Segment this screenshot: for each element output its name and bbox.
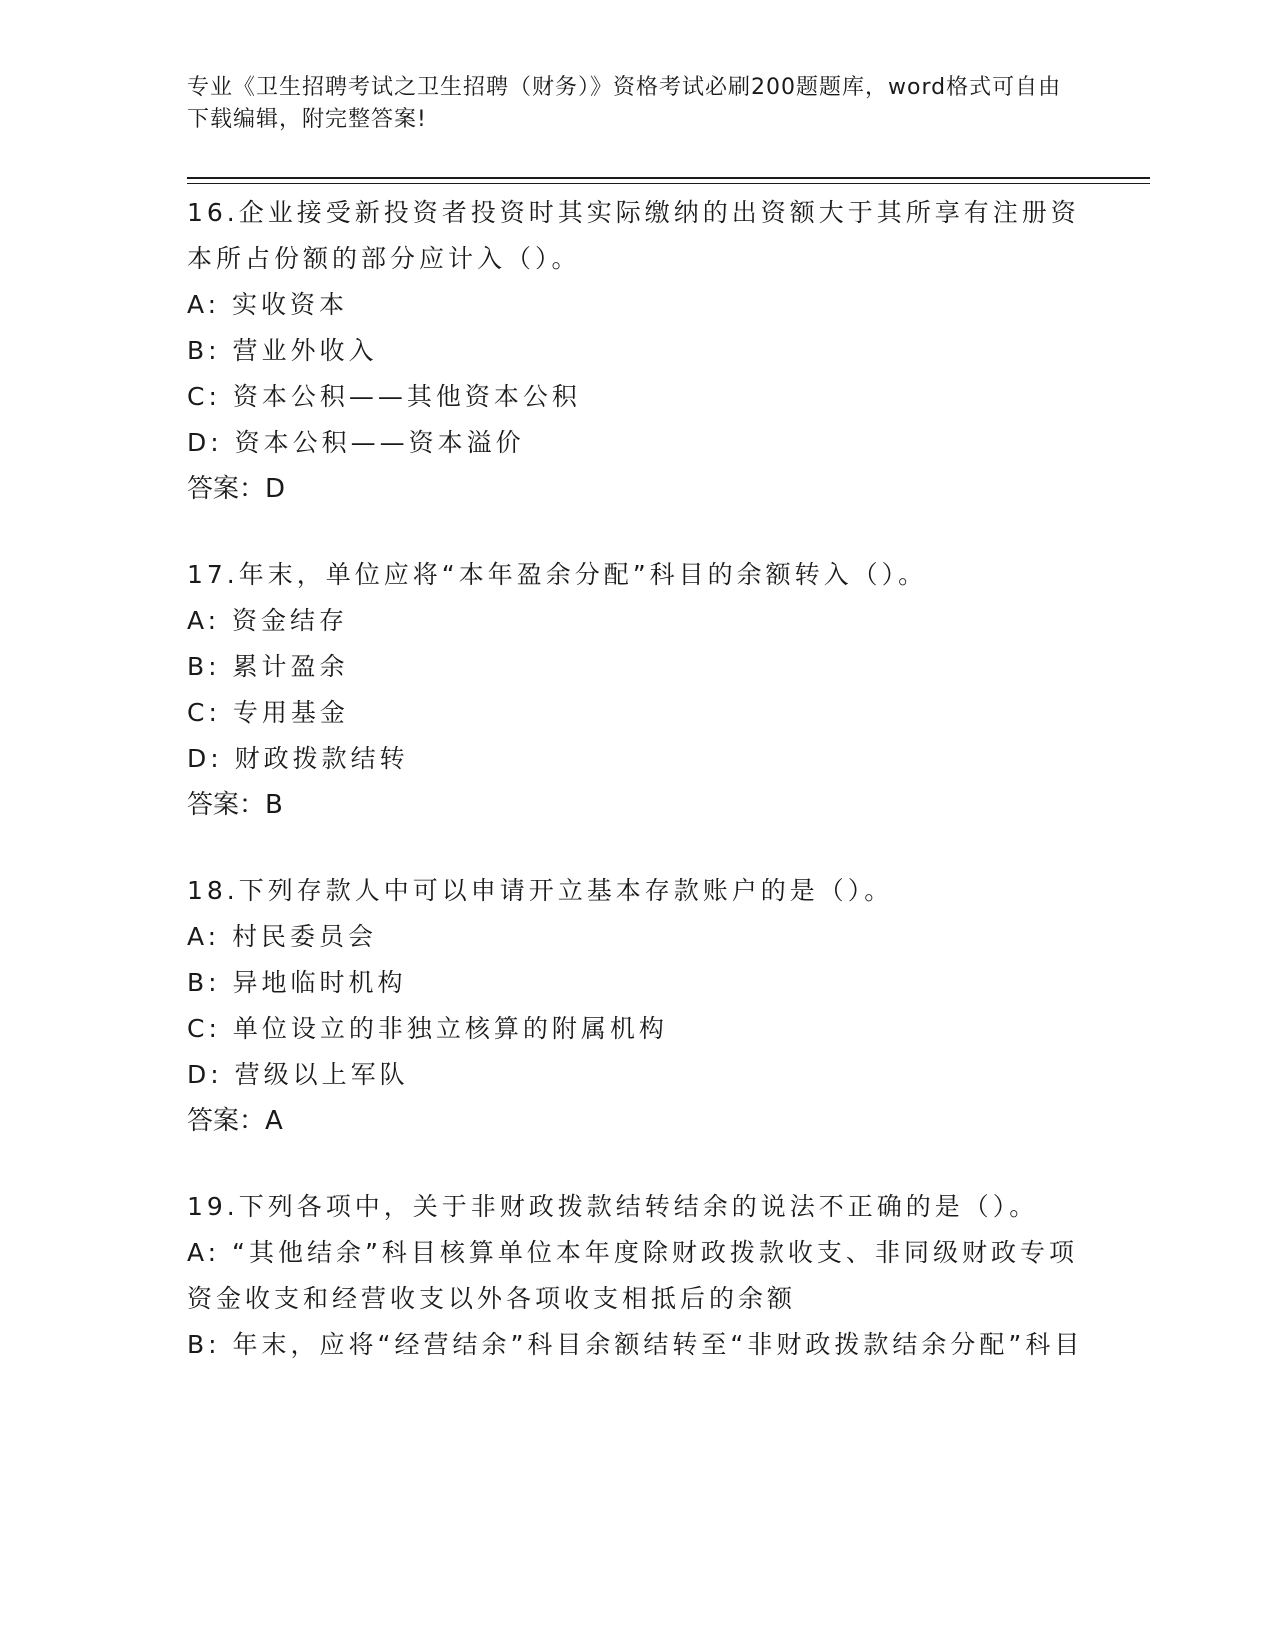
option-d: D: 资本公积——资本溢价 xyxy=(187,428,525,457)
question-stem: 19.下列各项中，关于非财政拨款结转结余的说法不正确的是（）。 xyxy=(187,1192,1039,1221)
answer-value: D xyxy=(265,474,286,504)
option-b: B: 营业外收入 xyxy=(187,336,378,365)
question-19 xyxy=(187,1184,1087,1368)
answer-value: A xyxy=(265,1106,283,1136)
document-header: 专业《卫生招聘考试之卫生招聘（财务）》资格考试必刷200题题库，word格式可自由下载编辑，附完整答案! xyxy=(187,75,1062,132)
header-divider-thin xyxy=(187,183,1150,184)
option-a: A: “其他结余”科目核算单位本年度除财政拨款收支、非同级财政专项资金收支和经营收支以外各项收支相抵后的余额 xyxy=(187,1238,1078,1313)
answer-line xyxy=(187,782,1087,828)
option-d: D: 财政拨款结转 xyxy=(187,744,409,773)
question-18 xyxy=(187,868,1087,1144)
question-list xyxy=(187,190,1087,1408)
question-stem: 18.下列存款人中可以申请开立基本存款账户的是（）。 xyxy=(187,876,894,905)
answer-line xyxy=(187,1098,1087,1144)
answer-line xyxy=(187,466,1087,512)
option-b: B: 累计盈余 xyxy=(187,652,349,681)
answer-label: 答案： xyxy=(187,474,266,504)
question-16 xyxy=(187,190,1087,512)
question-stem: 17.年末，单位应将“本年盈余分配”科目的余额转入（）。 xyxy=(187,560,928,589)
option-a: A: 村民委员会 xyxy=(187,922,378,951)
option-c: C: 资本公积——其他资本公积 xyxy=(187,382,581,411)
question-stem: 16.企业接受新投资者投资时其实际缴纳的出资额大于其所享有注册资本所占份额的部分应计入（）。 xyxy=(187,198,1080,273)
header-divider-thick xyxy=(187,177,1150,179)
option-d: D: 营级以上军队 xyxy=(187,1060,409,1089)
answer-label: 答案： xyxy=(187,790,266,820)
option-b: B: 异地临时机构 xyxy=(187,968,407,997)
answer-value: B xyxy=(265,790,283,820)
answer-label: 答案： xyxy=(187,1106,266,1136)
question-17 xyxy=(187,552,1087,828)
option-c: C: 单位设立的非独立核算的附属机构 xyxy=(187,1014,668,1043)
option-a: A: 资金结存 xyxy=(187,606,349,635)
option-a: A: 实收资本 xyxy=(187,290,349,319)
option-b: B: 年末，应将“经营结余”科目余额结转至“非财政拨款结余分配”科目 xyxy=(187,1330,1084,1359)
option-c: C: 专用基金 xyxy=(187,698,349,727)
